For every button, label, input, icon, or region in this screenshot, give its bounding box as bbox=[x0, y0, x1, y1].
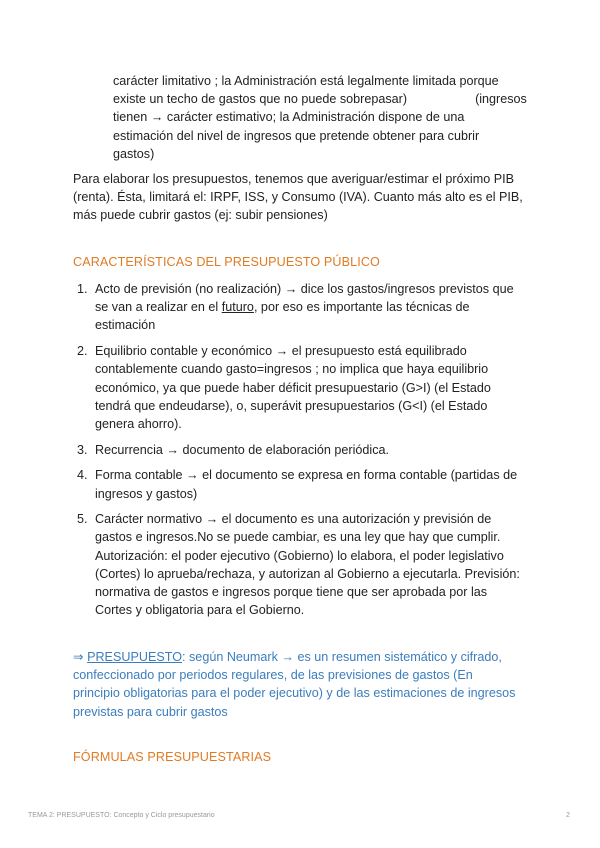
list-line: genera ahorro). bbox=[95, 416, 182, 431]
section-heading-formulas: FÓRMULAS PRESUPUESTARIAS bbox=[73, 750, 272, 764]
section-heading-caracteristicas: CARACTERÍSTICAS DEL PRESUPUESTO PÚBLICO bbox=[73, 255, 380, 269]
list-line: Acto de previsión (no realización) → dice los gastos/ingresos previstos que bbox=[95, 282, 514, 296]
list-line bbox=[95, 298, 533, 316]
footer-title: TEMA 2: PRESUPUESTO: Concepto y Ciclo presupuestario bbox=[28, 812, 215, 819]
arrow-glyph: ⇒ bbox=[73, 650, 88, 664]
definition-line: confeccionado por periodos regulares, de las previsiones de gastos (En bbox=[73, 668, 473, 683]
paragraph-line: Para elaborar los presupuestos, tenemos que averiguar/estimar el próximo PIB bbox=[73, 172, 515, 186]
paragraph-line: (renta). Ésta, limitará el: IRPF, ISS, y Consumo (IVA). Cuanto más alto es el PIB, bbox=[73, 190, 523, 205]
intro-continuation bbox=[113, 72, 528, 163]
list-item bbox=[73, 466, 533, 502]
list-line: económico, ya que puede haber déficit presupuestario (G>I) (el Estado bbox=[95, 380, 491, 395]
list-item bbox=[73, 280, 533, 335]
page-number: 2 bbox=[566, 812, 570, 819]
definition-text: : según Neumark → es un resumen sistemático y cifrado, bbox=[182, 650, 502, 664]
list-number: 2. bbox=[77, 344, 88, 359]
list-line: Autorización: el poder ejecutivo (Gobierno) lo elabora, el poder legislativo bbox=[95, 548, 504, 563]
list-line: contablemente cuando gasto=ingresos ; no implica que haya equilibrio bbox=[95, 362, 489, 377]
list-line-part: , por eso es importante las técnicas de bbox=[253, 300, 470, 315]
intro-line-part: (ingresos bbox=[475, 92, 527, 107]
definition-term: PRESUPUESTO bbox=[87, 650, 183, 664]
intro-line bbox=[113, 90, 528, 108]
list-number: 3. bbox=[77, 442, 88, 457]
list-line: normativa de gastos e ingresos porque tiene que ser aprobada por las bbox=[95, 585, 488, 600]
list-line: gastos e ingresos.No se puede cambiar, es una ley que hay que cumplir. bbox=[95, 530, 501, 545]
presupuesto-definition bbox=[73, 648, 543, 721]
list-line: Equilibrio contable y económico → el presupuesto está equilibrado bbox=[95, 344, 467, 359]
paragraph-line: más puede cubrir gastos (ej: subir pensiones) bbox=[73, 208, 328, 223]
intro-line: tienen → carácter estimativo; la Administración dispone de una bbox=[113, 110, 465, 125]
list-number: 5. bbox=[77, 512, 88, 527]
list-line: Recurrencia → documento de elaboración periódica. bbox=[95, 442, 390, 457]
definition-line: principio obligatorias para el poder ejecutivo) y de las estimaciones de ingresos bbox=[73, 686, 516, 701]
characteristics-list bbox=[73, 280, 533, 627]
list-number: 4. bbox=[77, 468, 88, 483]
list-line-part: se van a realizar en el bbox=[95, 300, 222, 315]
definition-line bbox=[73, 648, 543, 666]
intro-line: gastos) bbox=[113, 146, 155, 161]
body-paragraph bbox=[73, 170, 538, 225]
list-item bbox=[73, 510, 533, 619]
list-line: (Cortes) lo aprueba/rechaza, y autorizan al Gobierno a ejecutarla. Previsión: bbox=[95, 566, 520, 581]
list-line: ingresos y gastos) bbox=[95, 486, 198, 501]
list-item bbox=[73, 342, 533, 433]
intro-line: carácter limitativo ; la Administración está legalmente limitada porque bbox=[113, 74, 499, 88]
list-line: tendrá que endeudarse), o, superávit presupuestarios (G<I) (el Estado bbox=[95, 398, 488, 413]
list-line: Carácter normativo → el documento es una autorización y previsión de bbox=[95, 512, 492, 527]
underlined-word: futuro bbox=[221, 300, 254, 315]
list-line: Cortes y obligatoria para el Gobierno. bbox=[95, 603, 305, 618]
list-number: 1. bbox=[77, 282, 88, 296]
list-line: estimación bbox=[95, 318, 156, 333]
list-line: Forma contable → el documento se expresa en forma contable (partidas de bbox=[95, 468, 518, 483]
intro-line: estimación del nivel de ingresos que pretende obtener para cubrir bbox=[113, 128, 480, 143]
intro-line-part: existe un techo de gastos que no puede sobrepasar) bbox=[113, 92, 408, 107]
list-item bbox=[73, 441, 533, 459]
definition-line: previstas para cubrir gastos bbox=[73, 704, 228, 719]
